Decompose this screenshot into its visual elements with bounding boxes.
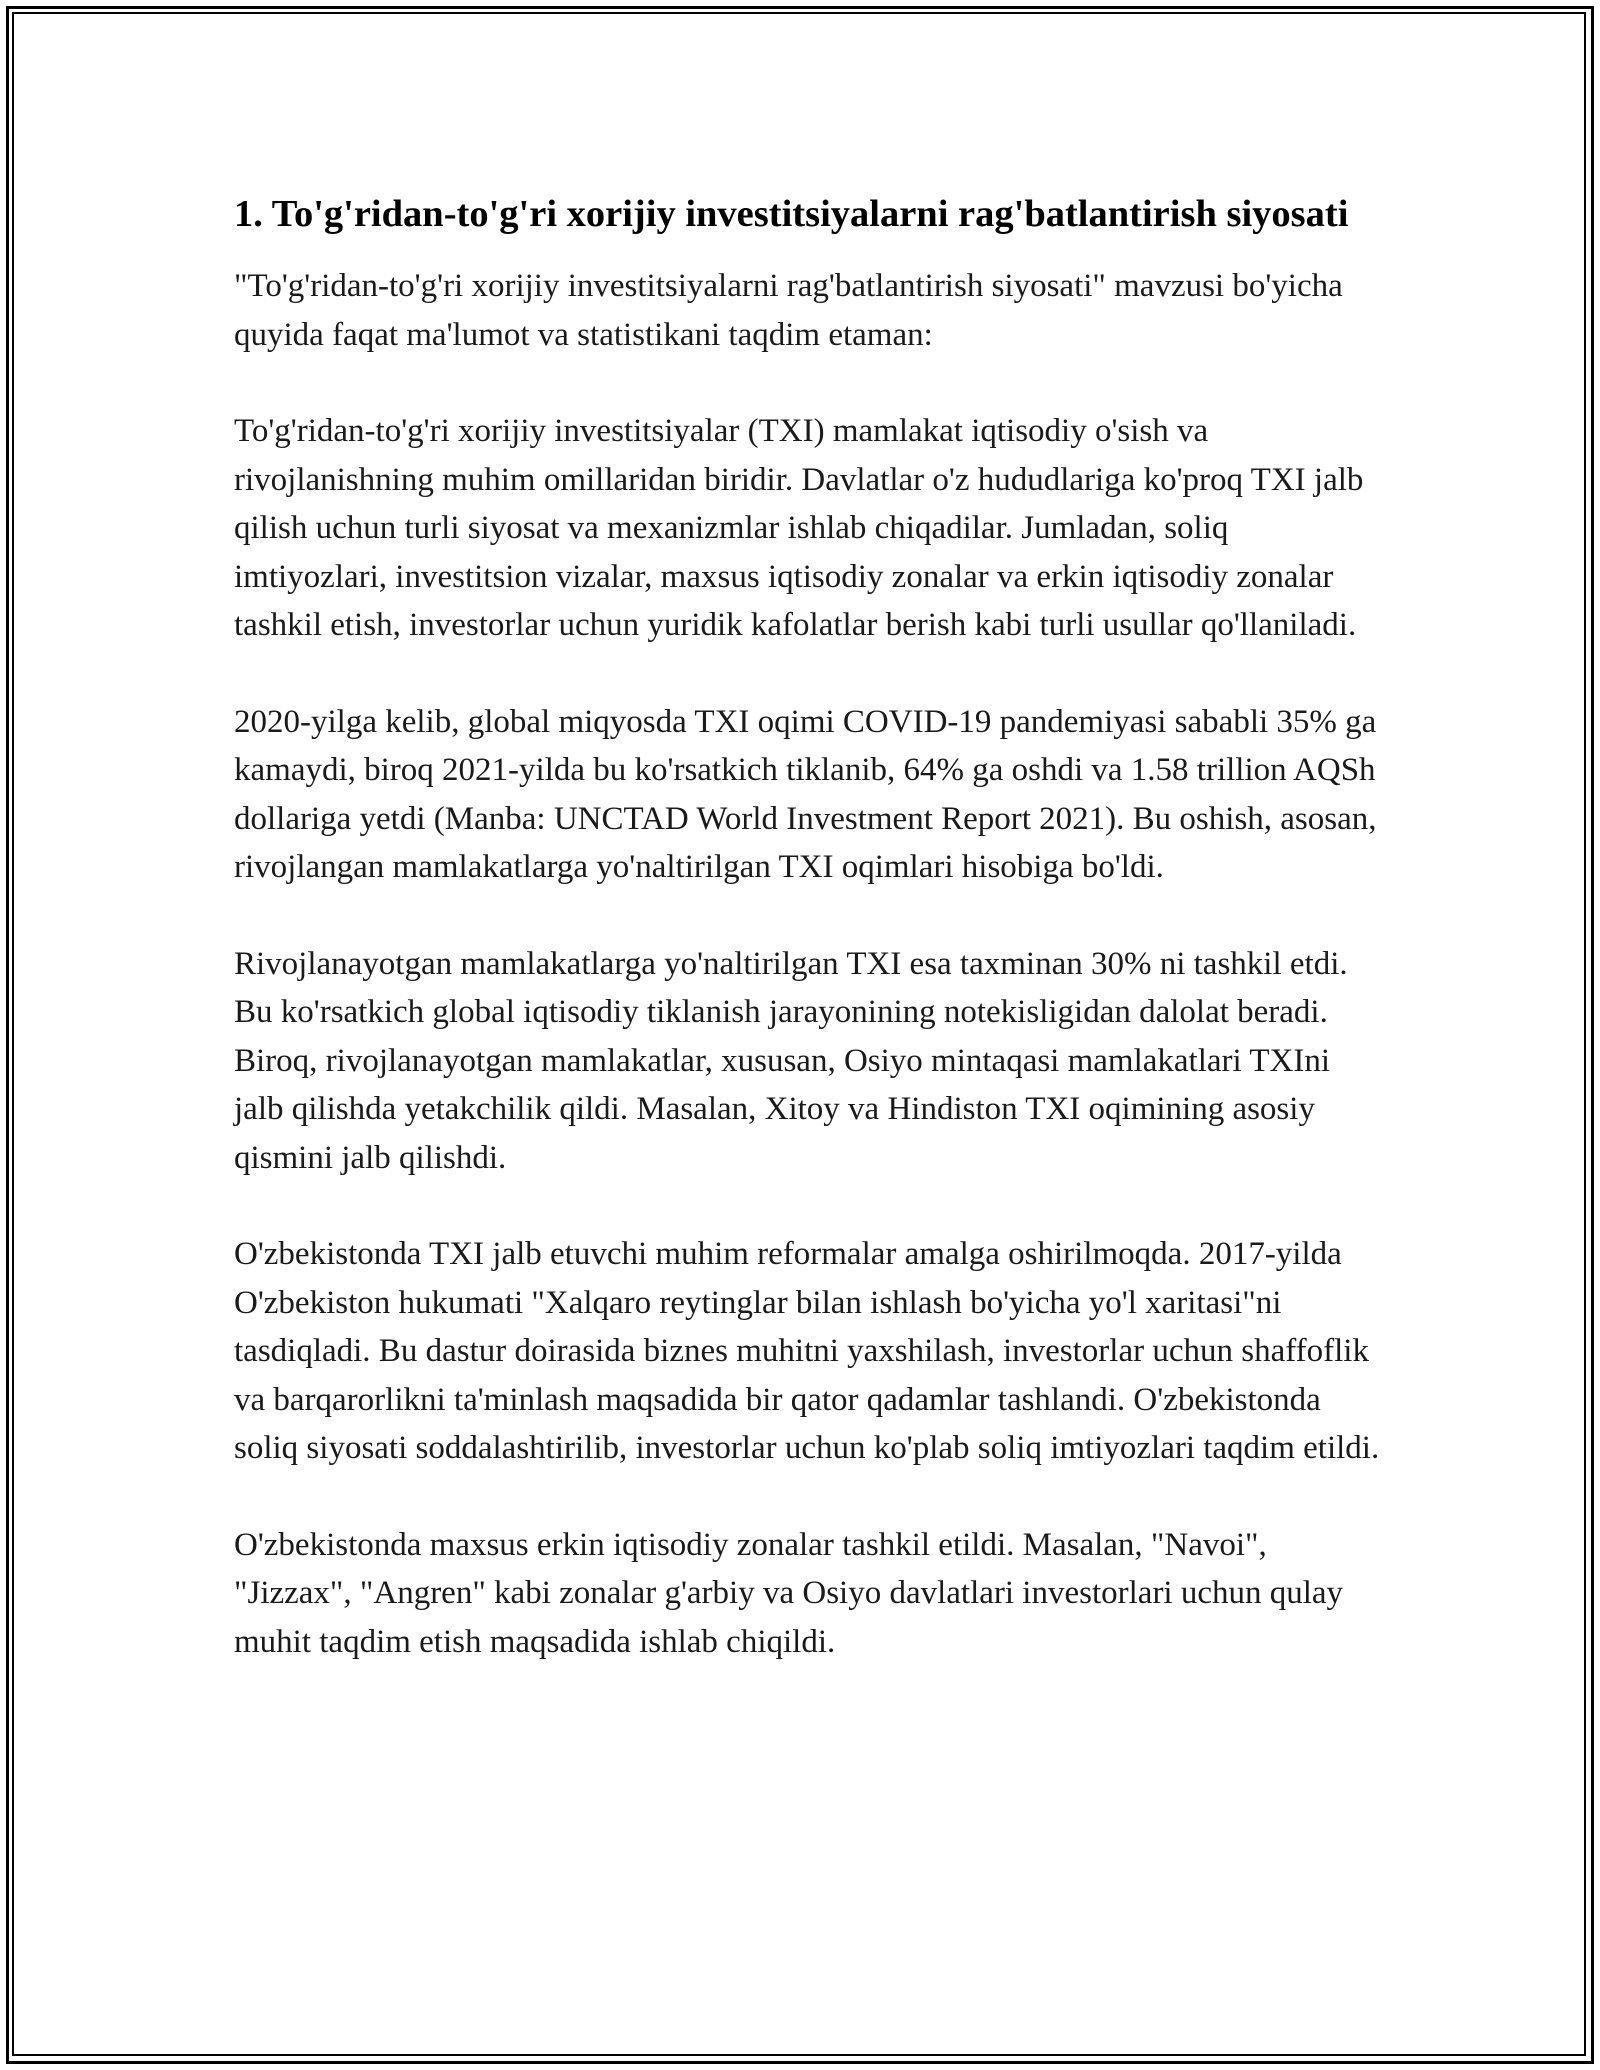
section-heading: 1. To'g'ridan-to'g'ri xorijiy investitsiyalarni rag'batlantirish siyosati — [234, 193, 1349, 235]
paragraph-global-statistics: 2020-yilga kelib, global miqyosda TXI oqimi COVID-19 pandemiyasi sababli 35% ga kamaydi, biroq 2021-yilda bu ko'rsatkich tiklanib, 64% ga oshdi va 1.58 trillion AQSh dollariga yetdi (Manba: UNCTAD World Investment Report 2021). Bu oshish, asosan, rivojlangan mamlakatlarga yo'naltirilgan TXI oqimlari hisobiga bo'ldi. — [234, 703, 1377, 885]
paragraph-free-economic-zones: O'zbekistonda maxsus erkin iqtisodiy zonalar tashkil etildi. Masalan, "Navoi", "Jizzax", "Angren" kabi zonalar g'arbiy va Osiyo davlatlari investorlari uchun qulay muhit taqdim etish maqsadida ishlab chiqildi. — [234, 1526, 1344, 1660]
document-body — [234, 186, 1384, 1714]
paragraph-uzbekistan-reforms: O'zbekistonda TXI jalb etuvchi muhim reformalar amalga oshirilmoqda. 2017-yilda O'zbekiston hukumati "Xalqaro reytinglar bilan ishlash bo'yicha yo'l xaritasi"ni tasdiqladi. Bu dastur doirasida biznes muhitni yaxshilash, investorlar uchun shaffoflik va barqarorlikni ta'minlash maqsadida bir qator qadamlar tashlandi. O'zbekistonda soliq siyosati soddalashtirilib, investorlar uchun ko'plab soliq imtiyozlari taqdim etildi. — [234, 1236, 1380, 1466]
paragraph-intro: "To'g'ridan-to'g'ri xorijiy investitsiyalarni rag'batlantirish siyosati" mavzusi bo'yicha quyida faqat ma'lumot va statistikani taqdim etaman: — [234, 268, 1343, 353]
paragraph-developing-countries: Rivojlanayotgan mamlakatlarga yo'naltirilgan TXI esa taxminan 30% ni tashkil etdi. Bu ko'rsatkich global iqtisodiy tiklanish jarayonining notekisligidan dalolat beradi. Biroq, rivojlanayotgan mamlakatlar, xususan, Osiyo mintaqasi mamlakatlari TXIni jalb qilishda yetakchilik qildi. Masalan, Xitoy va Hindiston TXI oqimining asosiy qismini jalb qilishdi. — [234, 945, 1348, 1176]
paragraph-fdi-definition: To'g'ridan-to'g'ri xorijiy investitsiyalar (TXI) mamlakat iqtisodiy o'sish va rivojlanishning muhim omillaridan biridir. Davlatlar o'z hududlariga ko'proq TXI jalb qilish uchun turli siyosat va mexanizmlar ishlab chiqadilar. Jumladan, soliq imtiyozlari, investitsion vizalar, maxsus iqtisodiy zonalar va erkin iqtisodiy zonalar tashkil etish, investorlar uchun yuridik kafolatlar berish kabi turli usullar qo'llaniladi. — [234, 413, 1364, 643]
